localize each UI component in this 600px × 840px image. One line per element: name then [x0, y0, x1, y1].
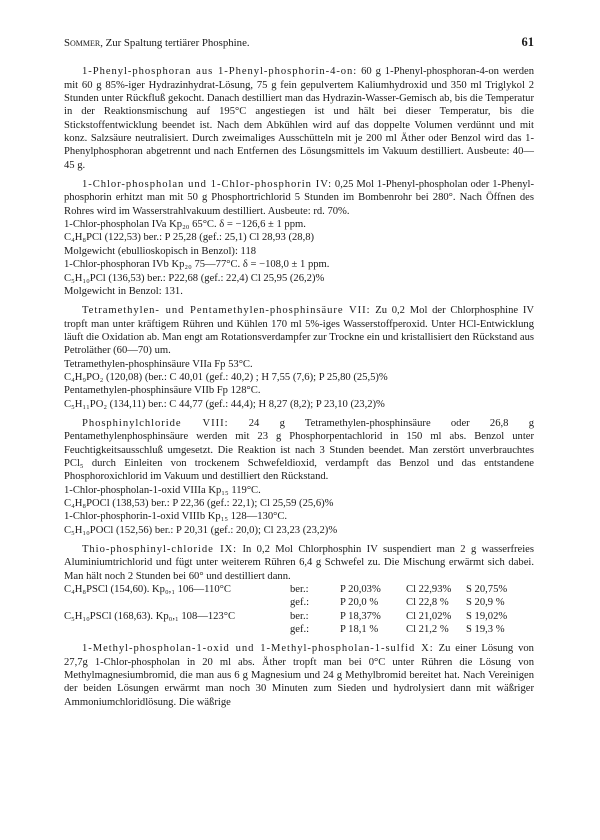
table-cell: Cl 22,93% [406, 584, 452, 596]
table-cell: ber.: [290, 610, 309, 622]
table-cell: P 18,1 % [340, 624, 379, 636]
table-cell: C₄H₈PSCl (154,60). Kp₀,₁ 106—110°C [64, 584, 231, 596]
data-line: Tetramethylen-phosphinsäure VIIa Fp 53°C. [64, 358, 253, 370]
paragraph-text: Zu einer Lösung von 27,7g 1-Chlor-phospholan in 20 ml abs. Äther tropft man bei 0°C unter Rühren die Lösung von Methylmagnesiumbromid, die man aus 6 g Magnesium und 24 g Methylbromid bereitet hat. Nach Vereinigen der beiden Lösungen erwärmt man noch 30 Minuten zum Sieden und hydrolysiert dann mit wäßriger Ammoniumchloridlösung. Die wäßrige [64, 643, 534, 708]
running-header [64, 36, 534, 50]
data-line: Molgewicht (ebullioskopisch in Benzol): 118 [64, 245, 257, 257]
paragraph-text: 24 g Tetramethylen-phosphinsäure oder 26,8 g Pentamethylenphosphinsäure werden mit 23 g Phosphorpentachlorid in 150 ml abs. Benzol unter Feuchtigkeitsausschluß umgesetzt. Die Reaktion ist nach 3 Stunden beendet. Man zerstört unverbrauchtes PCl₅ durch Einleiten von trockenem Schwefeldioxid, verdampft das Benzol und das entstandene Phosphoroxichlorid im Vakuum und destilliert den Rückstand. [64, 417, 535, 483]
table-cell: ber.: [290, 584, 309, 596]
section-heading: 1-Methyl-phospholan-1-oxid und 1-Methyl-phospholan-1-sulfid X: [82, 643, 434, 655]
paragraph-methyl-phospholan [64, 642, 534, 709]
section-heading: Phosphinylchloride VIII: [82, 417, 229, 429]
paragraph-text: 0,25 Mol 1-Phenyl-phospholan oder 1-Phenyl-phosphorin erhitzt man mit 50 g Phosphortrichlorid 5 Stunden im Bombenrohr bei 280°. Nach Öffnen des Rohres wird im Wasserstrahlvakuum destilliert. Ausbeute: rd. 70%. [64, 179, 535, 217]
table-cell: gef.: [290, 624, 310, 636]
paragraph-phosphinsaeure [64, 304, 534, 357]
table-cell: Cl 21,2 % [406, 624, 449, 636]
section-heading: 1-Phenyl-phosphoran aus 1-Phenyl-phosphorin-4-on: [82, 66, 358, 78]
data-line: 1-Chlor-phospholan-1-oxid VIIIa Kp₁₅ 119°C. [64, 484, 261, 496]
paragraph-phosphinylchloride [64, 417, 534, 484]
header-citation [64, 37, 250, 50]
table-cell: S 20,75% [466, 584, 508, 596]
data-line: C₄H₉PO₂ (120,08) (ber.: C 40,01 (gef.: 40,2) ; H 7,55 (7,6); P 25,80 (25,5)% [64, 371, 388, 383]
section-heading: 1-Chlor-phospholan und 1-Chlor-phosphorin IV: [82, 179, 332, 191]
paragraph-text: In 0,2 Mol Chlorphosphin IV suspendiert man 2 g wasserfreies Aluminiumtrichlorid und fügt unter weiterem Rühren 6,4 g Schwefel zu. Die Mischung erwärmt sich dabei. Man hält noch 2 Stunden bei 60° und destilliert dann. [64, 544, 534, 582]
table-cell: Cl 21,02% [406, 610, 452, 622]
table-cell: Cl 22,8 % [406, 597, 449, 609]
table-cell: S 20,9 % [466, 597, 505, 609]
section-heading: Tetramethylen- und Pentamethylen-phosphinsäure VII: [82, 305, 371, 317]
page-number: 61 [521, 35, 534, 49]
data-line: C₅H₁₁PO₂ (134,11) ber.: C 44,77 (gef.: 44,4); H 8,27 (8,2); P 23,10 (23,2)% [64, 398, 385, 410]
paper-title: , Zur Spaltung tertiärer Phosphine. [100, 37, 250, 49]
author-name: Sommer [64, 37, 101, 49]
table-cell: S 19,02% [466, 610, 508, 622]
table-cell: P 20,0 % [340, 597, 379, 609]
analysis-table [64, 583, 534, 636]
table-row [64, 610, 534, 623]
section-heading: Thio-phosphinyl-chloride IX: [82, 544, 238, 556]
table-cell: P 18,37% [340, 610, 381, 622]
data-line: 1-Chlor-phospholan IVa Kp₂₀ 65°C. δ = −126,6 ± 1 ppm. [64, 219, 306, 231]
data-line: Pentamethylen-phosphinsäure VIIb Fp 128°C. [64, 385, 261, 397]
data-line: Molgewicht in Benzol: 131. [64, 285, 183, 297]
table-cell: gef.: [290, 597, 310, 609]
paragraph-text: Zu 0,2 Mol der Chlorphosphine IV tropft man unter kräftigem Rühren und Kühlen 170 ml 5%-iges Wasserstoffperoxid. Unter HCl-Entwicklung läuft die Oxidation ab. Man engt am Rotationsverdampfer zur Trockne ein und kristallisiert den Rückstand aus Petroläther (60—70) um. [64, 305, 535, 357]
data-line: 1-Chlor-phosphoran IVb Kp₂₀ 75—77°C. δ = −108,0 ± 1 ppm. [64, 259, 330, 271]
table-cell: P 20,03% [340, 584, 381, 596]
paragraph-thio-phosphinyl [64, 543, 534, 583]
table-cell [64, 623, 290, 636]
table-row [64, 596, 534, 609]
table-cell: S 19,3 % [466, 624, 505, 636]
table-row [64, 623, 534, 636]
table-row [64, 583, 534, 596]
data-line: 1-Chlor-phosphorin-1-oxid VIIIb Kp₁₅ 128—130°C. [64, 511, 288, 523]
data-line: C₅H₁₀POCl (152,56) ber.: P 20,31 (gef.: 20,0); Cl 23,23 (23,2)% [64, 524, 338, 536]
table-cell [64, 596, 290, 609]
data-line: C₄H₈PCl (122,53) ber.: P 25,28 (gef.: 25,1) Cl 28,93 (28,8) [64, 232, 315, 244]
paragraph-phenyl-phosphoran [64, 65, 534, 172]
data-line: C₅H₁₀PCl (136,53) ber.: P22,68 (gef.: 22,4) Cl 25,95 (26,2)% [64, 272, 325, 284]
paragraph-chlor-phospholan [64, 178, 534, 218]
data-line: C₄H₈POCl (138,53) ber.: P 22,36 (gef.: 22,1); Cl 25,59 (25,6)% [64, 498, 334, 509]
table-cell: C₅H₁₀PSCl (168,63). Kp₀,₁ 108—123°C [64, 610, 236, 622]
paragraph-text: 60 g 1-Phenyl-phosphoran-4-on werden mit 60 g 85%-iger Hydrazinhydrat-Lösung, 75 g fein gepulvertem Kaliumhydroxid und 350 ml Triglykol 2 Stunden unter Rückfluß gekocht. Danach destilliert man das Hydrazin-Wasser-Gemisch ab, bis die Temperatur in der Reaktionsmischung auf 195°C angestiegen ist und hält bei dieser Temperatur, bis die Stickstoffentwicklung beendet ist. Nach dem Abkühlen wird auf das doppelte Volumen verdünnt und mit konz. Salzsäure neutralisiert. Durch zweimaliges Ausschütteln mit je 200 ml Äther oder Benzol wird das 1-Phenylphosphoran abgetrennt und nach Entfernen des Lösungsmittels im Vakuum destilliert. Ausbeute: 40—45 g. [64, 66, 534, 171]
